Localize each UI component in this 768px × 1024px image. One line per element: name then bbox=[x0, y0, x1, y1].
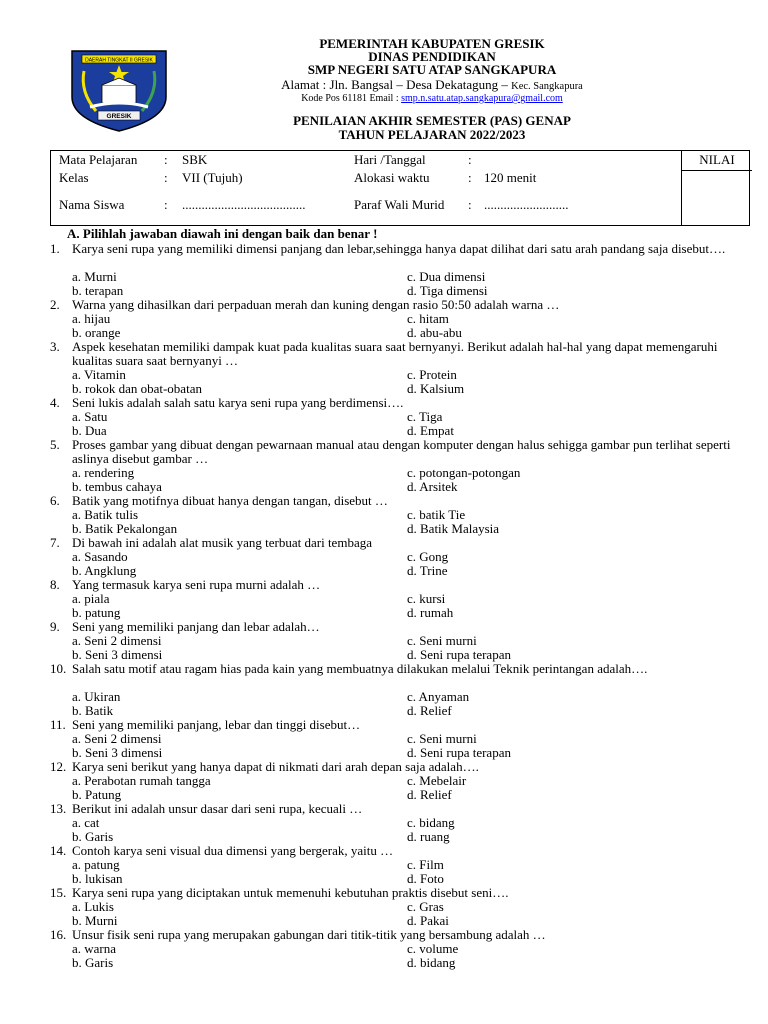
option-a: a. Murni bbox=[72, 269, 117, 284]
question-number: 16. bbox=[50, 927, 67, 942]
option-d: d. bidang bbox=[407, 955, 456, 970]
option-b: b. Dua bbox=[72, 423, 107, 438]
option-d: d. Trine bbox=[407, 563, 448, 578]
option-a: a. Seni 2 dimensi bbox=[72, 731, 162, 746]
question-text: Salah satu motif atau ragam hias pada kain yang membuatnya dilakukan melalui Teknik perintangan adalah…. bbox=[72, 661, 648, 676]
question-text: Seni yang memiliki panjang dan lebar adalah… bbox=[72, 619, 320, 634]
header-contact bbox=[176, 93, 688, 105]
option-c: c. hitam bbox=[407, 311, 449, 326]
score-label: NILAI bbox=[682, 150, 752, 171]
option-b: b. Batik Pekalongan bbox=[72, 521, 178, 536]
option-c: c. potongan-potongan bbox=[407, 465, 521, 480]
option-c: c. Tiga bbox=[407, 409, 443, 424]
option-a: a. hijau bbox=[72, 311, 111, 326]
sign-value: .......................... bbox=[484, 197, 569, 212]
logo-band-text: DAERAH TINGKAT II GRESIK bbox=[85, 57, 153, 64]
option-b: b. Seni 3 dimensi bbox=[72, 647, 163, 662]
option-d: d. abu-abu bbox=[407, 325, 462, 340]
question-number: 7. bbox=[50, 535, 60, 550]
question-text: Seni yang memiliki panjang, lebar dan tinggi disebut… bbox=[72, 717, 361, 732]
option-a: a. cat bbox=[72, 815, 100, 830]
question-text: Proses gambar yang dibuat dengan pewarnaan manual atau dengan komputer dengan halus sehigga gambar pun terlihat seperti aslinya disebut gambar … bbox=[72, 437, 731, 466]
question-text: Unsur fisik seni rupa yang merupakan gabungan dari titik-titik yang bersambung adalah … bbox=[72, 927, 546, 942]
question-number: 3. bbox=[50, 339, 60, 354]
option-d: d. Arsitek bbox=[407, 479, 458, 494]
score-box bbox=[681, 150, 752, 226]
colon: : bbox=[164, 152, 168, 167]
question-number: 4. bbox=[50, 395, 60, 410]
option-c: c. Gras bbox=[407, 899, 444, 914]
header-department: DINAS PENDIDIKAN bbox=[368, 49, 496, 64]
question-number: 12. bbox=[50, 759, 67, 774]
header-government: PEMERINTAH KABUPATEN GRESIK bbox=[319, 36, 545, 51]
time-label: Alokasi waktu bbox=[354, 170, 430, 185]
option-d: d. Empat bbox=[407, 423, 454, 438]
option-d: d. Batik Malaysia bbox=[407, 521, 500, 536]
colon: : bbox=[164, 170, 168, 185]
option-d: d. Foto bbox=[407, 871, 444, 886]
option-a: a. Ukiran bbox=[72, 689, 121, 704]
option-b: b. Patung bbox=[72, 787, 122, 802]
question-number: 10. bbox=[50, 661, 67, 676]
option-c: c. Seni murni bbox=[407, 633, 477, 648]
option-c: c. Protein bbox=[407, 367, 457, 382]
name-label: Nama Siswa bbox=[59, 197, 125, 212]
exam-year: TAHUN PELAJARAN 2022/2023 bbox=[338, 127, 526, 142]
question-text: Yang termasuk karya seni rupa murni adalah … bbox=[72, 577, 321, 592]
option-a: a. Perabotan rumah tangga bbox=[72, 773, 211, 788]
option-a: a. Batik tulis bbox=[72, 507, 139, 522]
option-c: c. Dua dimensi bbox=[407, 269, 486, 284]
option-d: d. Relief bbox=[407, 703, 452, 718]
option-c: c. Gong bbox=[407, 549, 449, 564]
question-number: 5. bbox=[50, 437, 60, 452]
option-c: c. Mebelair bbox=[407, 773, 467, 788]
option-a: a. Satu bbox=[72, 409, 108, 424]
option-b: b. terapan bbox=[72, 283, 124, 298]
exam-title: PENILAIAN AKHIR SEMESTER (PAS) GENAP bbox=[293, 113, 571, 128]
option-d: d. Seni rupa terapan bbox=[407, 647, 511, 662]
question-number: 8. bbox=[50, 577, 60, 592]
option-c: c. batik Tie bbox=[407, 507, 466, 522]
question-text: Seni lukis adalah salah satu karya seni rupa yang berdimensi…. bbox=[72, 395, 404, 410]
section-instruction: A. Pilihlah jawaban diawah ini dengan baik dan benar ! bbox=[67, 226, 378, 241]
option-b: b. tembus cahaya bbox=[72, 479, 162, 494]
question-text: Karya seni rupa yang memiliki dimensi panjang dan lebar,sehingga hanya dapat dilihat dari satu arah pandang saja disebut…. bbox=[72, 241, 726, 256]
question-number: 11. bbox=[50, 717, 66, 732]
header-school-name: SMP NEGERI SATU ATAP SANGKAPURA bbox=[307, 62, 557, 77]
question-number: 13. bbox=[50, 801, 67, 816]
sign-label: Paraf Wali Murid bbox=[354, 197, 445, 212]
question-text: Aspek kesehatan memiliki dampak kuat pada kualitas suara saat bernyanyi. Berikut adalah hal-hal yang dapat memengaruhi kualitas suara saat bernyanyi … bbox=[72, 339, 718, 368]
option-a: a. Vitamin bbox=[72, 367, 126, 382]
option-b: b. Garis bbox=[72, 829, 114, 844]
question-number: 14. bbox=[50, 843, 67, 858]
option-d: d. Pakai bbox=[407, 913, 449, 928]
option-a: a. piala bbox=[72, 591, 110, 606]
option-b: b. patung bbox=[72, 605, 121, 620]
question-number: 6. bbox=[50, 493, 60, 508]
question-text: Karya seni berikut yang hanya dapat di nikmati dari arah depan saja adalah…. bbox=[72, 759, 479, 774]
colon: : bbox=[468, 170, 472, 185]
header-address bbox=[176, 78, 688, 94]
address-district: Kec. Sangkapura bbox=[511, 81, 583, 92]
option-d: d. Seni rupa terapan bbox=[407, 745, 511, 760]
option-a: a. Lukis bbox=[72, 899, 114, 914]
question-text: Berikut ini adalah unsur dasar dari seni rupa, kecuali … bbox=[72, 801, 363, 816]
option-d: d. ruang bbox=[407, 829, 450, 844]
option-a: a. warna bbox=[72, 941, 117, 956]
option-b: b. Angklung bbox=[72, 563, 137, 578]
email-link[interactable]: smp.n.satu.atap.sangkapura@gmail.com bbox=[401, 93, 563, 104]
question-number: 15. bbox=[50, 885, 67, 900]
option-b: b. Garis bbox=[72, 955, 114, 970]
option-c: c. kursi bbox=[407, 591, 446, 606]
option-d: d. Relief bbox=[407, 787, 452, 802]
time-value: 120 menit bbox=[484, 170, 537, 185]
option-c: c. Seni murni bbox=[407, 731, 477, 746]
question-text: Contoh karya seni visual dua dimensi yang bergerak, yaitu … bbox=[72, 843, 394, 858]
option-b: b. Seni 3 dimensi bbox=[72, 745, 163, 760]
option-c: c. bidang bbox=[407, 815, 455, 830]
subject-label: Mata Pelajaran bbox=[59, 152, 138, 167]
class-value: VII (Tujuh) bbox=[182, 170, 243, 185]
option-a: a. Seni 2 dimensi bbox=[72, 633, 162, 648]
option-a: a. patung bbox=[72, 857, 120, 872]
question-text: Di bawah ini adalah alat musik yang terbuat dari tembaga bbox=[72, 535, 372, 550]
option-b: b. orange bbox=[72, 325, 121, 340]
question-text: Warna yang dihasilkan dari perpaduan merah dan kuning dengan rasio 50:50 adalah warna … bbox=[72, 297, 560, 312]
option-c: c. Film bbox=[407, 857, 444, 872]
option-b: b. lukisan bbox=[72, 871, 123, 886]
option-b: b. rokok dan obat-obatan bbox=[72, 381, 202, 396]
class-label: Kelas bbox=[59, 170, 89, 185]
day-label: Hari /Tanggal bbox=[354, 152, 426, 167]
option-c: c. volume bbox=[407, 941, 459, 956]
colon: : bbox=[164, 197, 168, 212]
postal-text: Kode Pos 61181 Email : bbox=[301, 93, 402, 104]
option-d: d. rumah bbox=[407, 605, 454, 620]
option-b: b. Batik bbox=[72, 703, 114, 718]
name-value: ...................................... bbox=[182, 197, 306, 212]
option-b: b. Murni bbox=[72, 913, 118, 928]
student-info-table bbox=[50, 150, 750, 226]
option-a: a. rendering bbox=[72, 465, 135, 480]
option-c: c. Anyaman bbox=[407, 689, 470, 704]
option-d: d. Kalsium bbox=[407, 381, 465, 396]
question-text: Batik yang motifnya dibuat hanya dengan tangan, disebut … bbox=[72, 493, 388, 508]
question-text: Karya seni rupa yang diciptakan untuk memenuhi kebutuhan praktis disebut seni…. bbox=[72, 885, 509, 900]
subject-value: SBK bbox=[182, 152, 208, 167]
question-number: 1. bbox=[50, 241, 60, 256]
address-text: Alamat : Jln. Bangsal – Desa Dekatagung – bbox=[281, 77, 512, 92]
question-number: 2. bbox=[50, 297, 60, 312]
option-a: a. Sasando bbox=[72, 549, 128, 564]
option-d: d. Tiga dimensi bbox=[407, 283, 488, 298]
question-number: 9. bbox=[50, 619, 60, 634]
colon: : bbox=[468, 197, 472, 212]
colon: : bbox=[468, 152, 472, 167]
logo-text: GRESIK bbox=[106, 113, 132, 120]
gresik-regency-emblem bbox=[68, 47, 170, 133]
